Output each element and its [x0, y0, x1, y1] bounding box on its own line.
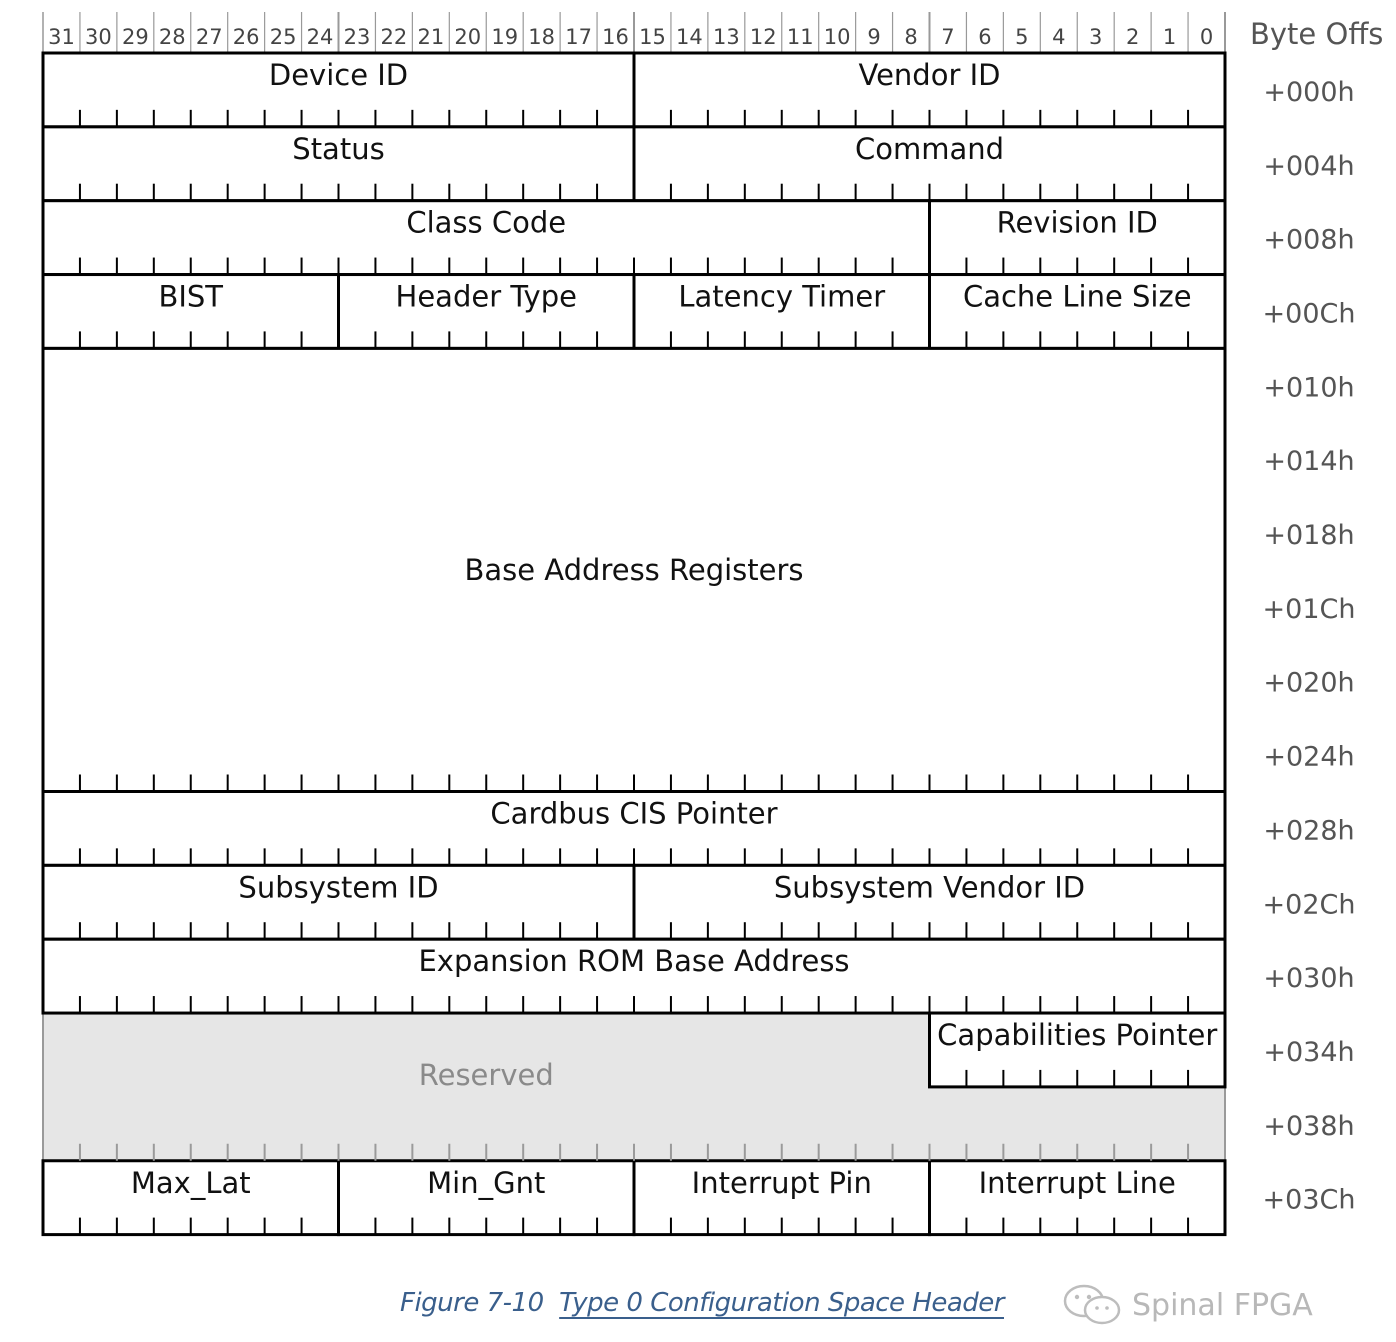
bit-label: 19	[491, 25, 519, 49]
byte-offset-label: +004h	[1263, 150, 1355, 182]
byte-offset-label: +01Ch	[1262, 593, 1356, 625]
subsystem-id-label: Subsystem ID	[238, 870, 439, 905]
bit-label: 17	[565, 25, 592, 49]
figure-title: Type 0 Configuration Space Header	[559, 1288, 1004, 1318]
bit-label: 27	[195, 25, 223, 49]
class-code-label: Class Code	[406, 205, 567, 240]
bist-label: BIST	[158, 279, 224, 314]
bit-label: 18	[528, 25, 556, 49]
byte-offset-label: +028h	[1263, 815, 1355, 847]
max-lat-label: Max_Lat	[130, 1165, 251, 1200]
bit-label: 1	[1162, 25, 1177, 49]
bit-label: 29	[121, 25, 149, 49]
watermark	[1062, 1282, 1313, 1328]
bit-label: 22	[380, 25, 408, 49]
bit-label: 24	[306, 25, 334, 49]
bit-label: 3	[1089, 25, 1103, 49]
byte-offset-label: +030h	[1263, 963, 1355, 995]
byte-offset-label: +02Ch	[1262, 889, 1356, 921]
bit-label: 7	[941, 25, 955, 49]
bit-label: 10	[823, 25, 851, 49]
bit-label: 15	[639, 25, 666, 49]
bit-label: 30	[85, 25, 112, 49]
base-address-registers-label: Base Address Registers	[464, 552, 804, 587]
byte-offset-label: +008h	[1263, 224, 1355, 256]
byte-offset-label: +020h	[1263, 667, 1355, 699]
bit-label: 4	[1052, 25, 1066, 49]
reserved-label: Reserved	[418, 1057, 554, 1092]
byte-offset-label: +014h	[1263, 446, 1355, 478]
bit-label: 23	[343, 25, 371, 49]
vendor-id-label: Vendor ID	[858, 58, 1001, 92]
bit-label: 13	[712, 25, 740, 49]
cardbus-cis-pointer-label: Cardbus CIS Pointer	[490, 796, 778, 831]
bit-label: 9	[867, 25, 881, 49]
byte-offset-label: +03Ch	[1262, 1184, 1356, 1216]
figure-caption	[400, 1288, 1004, 1318]
device-id-label: Device ID	[268, 58, 409, 92]
bit-label: 5	[1015, 25, 1029, 49]
byte-offset-label: +000h	[1263, 76, 1355, 108]
status-label: Status	[292, 131, 385, 166]
bit-label: 6	[978, 25, 992, 49]
bit-label: 8	[904, 25, 918, 49]
bit-label: 2	[1125, 25, 1140, 49]
capabilities-pointer-label: Capabilities Pointer	[937, 1018, 1218, 1053]
byte-offset-label: +038h	[1263, 1110, 1355, 1142]
figure-number: Figure 7-10	[400, 1288, 544, 1318]
wechat-icon	[1062, 1282, 1124, 1328]
bit-label: 31	[48, 25, 75, 49]
watermark-text: Spinal FPGA	[1132, 1287, 1313, 1323]
bit-label: 20	[454, 25, 482, 49]
bit-label: 25	[269, 25, 297, 49]
subsystem-vendor-id-label: Subsystem Vendor ID	[773, 870, 1086, 905]
bit-label: 21	[417, 25, 445, 49]
bit-label: 0	[1199, 25, 1214, 49]
min-gnt-label: Min_Gnt	[427, 1165, 546, 1200]
byte-offset-label: +010h	[1263, 372, 1355, 404]
byte-offset-label: +00Ch	[1262, 298, 1356, 330]
bit-label: 14	[676, 25, 703, 49]
byte-offset-label: +034h	[1263, 1036, 1355, 1068]
cache-line-size-label: Cache Line Size	[962, 279, 1192, 314]
command-label: Command	[854, 131, 1005, 166]
byte-offset-header: Byte Offs	[1250, 17, 1384, 51]
byte-offset-label: +018h	[1263, 520, 1355, 552]
bit-label: 11	[786, 25, 814, 49]
interrupt-line-label: Interrupt Line	[978, 1165, 1176, 1200]
bit-label: 28	[158, 25, 186, 49]
latency-timer-label: Latency Timer	[678, 279, 886, 314]
bit-label: 16	[602, 25, 629, 49]
byte-offset-label: +024h	[1263, 741, 1355, 773]
bit-label: 12	[749, 25, 777, 49]
bit-label: 26	[232, 25, 260, 49]
interrupt-pin-label: Interrupt Pin	[691, 1165, 872, 1200]
expansion-rom-base-address-label: Expansion ROM Base Address	[418, 944, 850, 979]
revision-id-label: Revision ID	[996, 205, 1158, 240]
header-type-label: Header Type	[395, 279, 577, 314]
